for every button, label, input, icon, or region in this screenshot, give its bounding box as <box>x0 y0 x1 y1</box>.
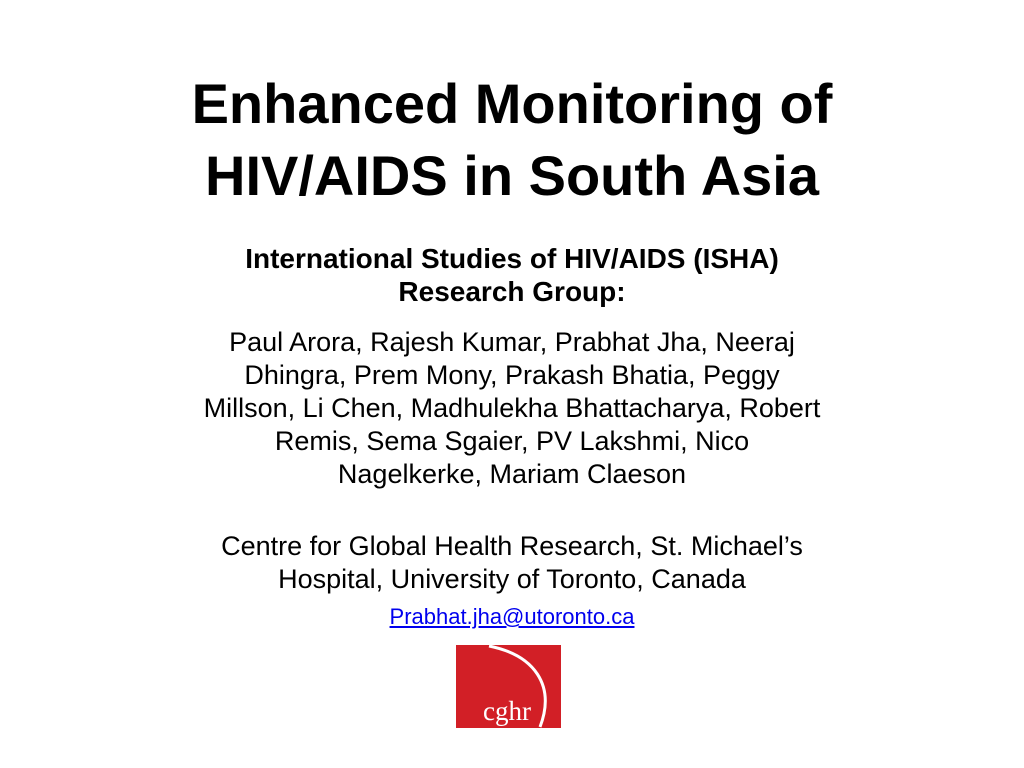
author-line-1: Paul Arora, Rajesh Kumar, Prabhat Jha, Neeraj <box>229 327 795 357</box>
research-group-heading <box>82 242 942 308</box>
cghr-logo-mark <box>456 645 561 728</box>
affiliation-line-2: Hospital, University of Toronto, Canada <box>278 564 746 594</box>
cghr-logo <box>456 645 561 728</box>
cghr-logo-text: cghr <box>483 696 531 726</box>
author-line-4: Remis, Sema Sgaier, PV Lakshmi, Nico <box>274 426 750 456</box>
author-line-5: Nagelkerke, Mariam Claeson <box>337 459 687 489</box>
affiliation <box>82 530 942 596</box>
contact-email <box>262 602 762 632</box>
slide-title <box>62 68 962 212</box>
title-line-2: HIV/AIDS in South Asia <box>205 144 819 207</box>
author-list <box>92 326 932 491</box>
author-line-3: Millson, Li Chen, Madhulekha Bhattacharya, Robert <box>203 393 821 423</box>
email-link[interactable]: Prabhat.jha@utoronto.ca <box>389 604 635 629</box>
title-line-1: Enhanced Monitoring of <box>191 72 833 135</box>
author-line-2: Dhingra, Prem Mony, Prakash Bhatia, Peggy <box>244 360 780 390</box>
affiliation-line-1: Centre for Global Health Research, St. Michael’s <box>221 531 803 561</box>
group-line-1: International Studies of HIV/AIDS (ISHA) <box>245 243 779 274</box>
group-line-2: Research Group: <box>398 276 626 307</box>
